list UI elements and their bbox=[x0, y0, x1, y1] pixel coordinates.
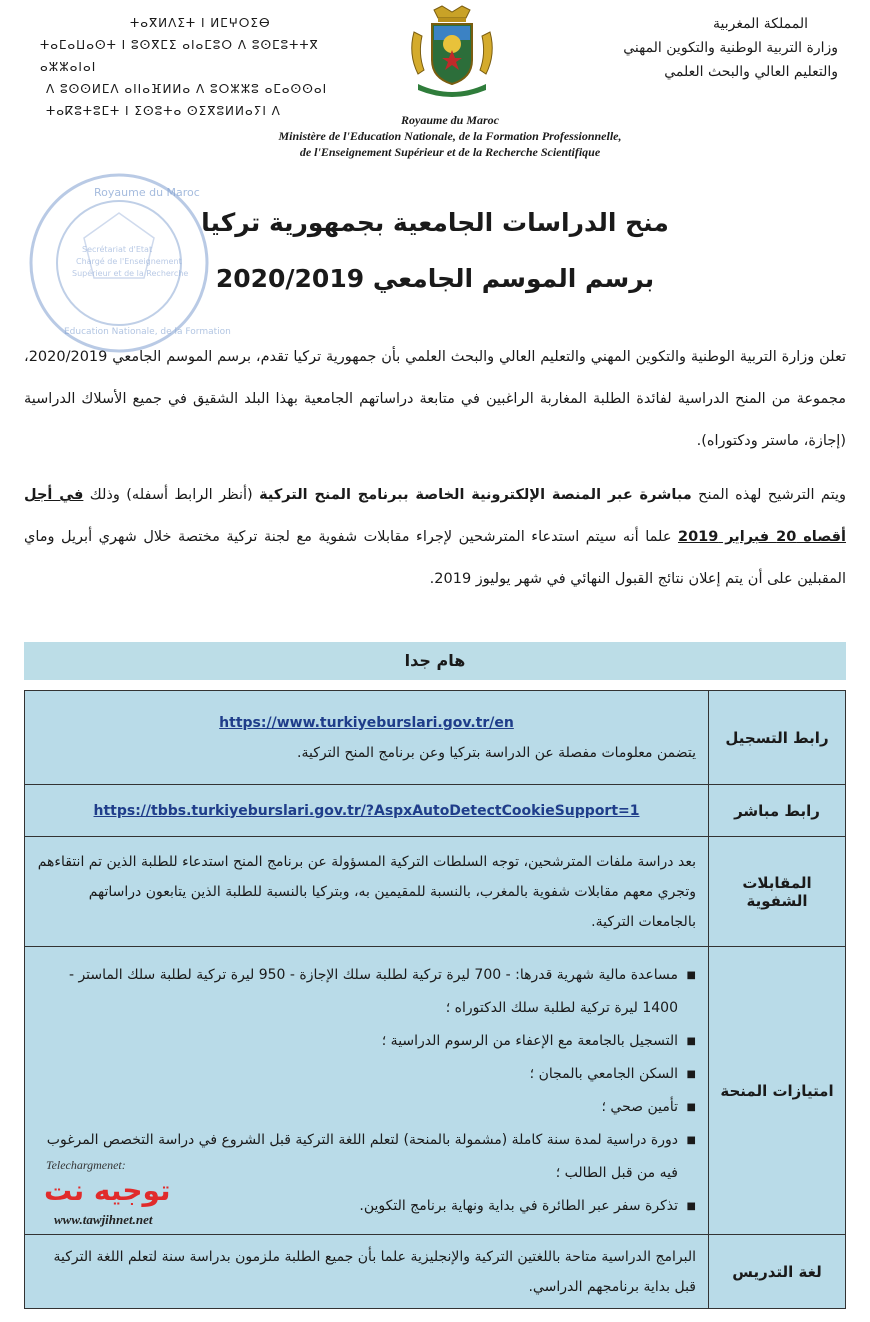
list-item: ■ تأمين صحي ؛ bbox=[37, 1091, 678, 1124]
list-item: ■ التسجيل بالجامعة مع الإعفاء من الرسوم الدراسية ؛ bbox=[37, 1025, 678, 1058]
watermark-logo: توجيه نت bbox=[44, 1174, 171, 1207]
table-row bbox=[25, 785, 846, 837]
header-tifinagh-line: ⵜⴰⴽⵓⵜⵓⵎⵜ ⵏ ⵉⵙⵓⵜⴰ ⵙⵉⴳⵓⵍⵍⴰⵢⵏ ⴷ bbox=[46, 104, 281, 118]
table-row bbox=[25, 691, 846, 785]
row-label: امتيازات المنحة bbox=[709, 947, 846, 1235]
list-item: ■ تذكرة سفر عبر الطائرة في بداية ونهاية برنامج التكوين. bbox=[37, 1190, 678, 1223]
header-arabic-line: وزارة التربية الوطنية والتكوين المهني bbox=[623, 40, 838, 56]
royal-coat-of-arms-icon bbox=[404, 4, 500, 100]
paragraph-text: (أنظر الرابط أسفله) وذلك bbox=[83, 487, 260, 503]
registration-note: يتضمن معلومات مفصلة عن الدراسة بتركيا وعن برنامج المنح التركية. bbox=[297, 744, 696, 761]
header-arabic-line: والتعليم العالي والبحث العلمي bbox=[664, 64, 838, 80]
header-arabic-line: المملكة المغربية bbox=[712, 16, 808, 32]
platform-emphasis: مباشرة عبر المنصة الإلكترونية الخاصة ببرنامج المنح التركية bbox=[259, 487, 692, 503]
paragraph-text: علما أنه سيتم استدعاء المترشحين لإجراء مقابلات شفوية مع لجنة تركية مختصة خلال شهري أبريل وماي المقبلين على أن يتم إعلان نتائج القبول النهائي في شهر يوليوز 2019. bbox=[24, 529, 846, 587]
direct-link-cell bbox=[25, 785, 709, 837]
table-row bbox=[25, 837, 846, 947]
direct-link[interactable]: https://tbbs.turkiyeburslari.gov.tr/?AspxAutoDetectCookieSupport=1 bbox=[93, 802, 640, 819]
intro-paragraph: تعلن وزارة التربية الوطنية والتكوين المهني والتعليم العالي والبحث العلمي بأن جمهورية تركيا تقدم، برسم الموسم الجامعي 2020/2019، مجموعة من المنح الدراسية لفائدة الطلبة المغاربة الراغبين في متابعة دراساتهم الجامعية بهذا البلد الشقيق في جميع الأسلاك الدراسية (إجازة، ماستر ودكتوراه). bbox=[24, 349, 846, 449]
ministry-header-arabic bbox=[558, 12, 838, 84]
row-label: لغة التدريس bbox=[709, 1235, 846, 1309]
ministry-header-french bbox=[230, 112, 670, 160]
row-label: المقابلات الشفوية bbox=[709, 837, 846, 947]
registration-cell bbox=[25, 691, 709, 785]
official-stamp bbox=[24, 168, 231, 358]
registration-link[interactable]: https://www.turkiyeburslari.gov.tr/en bbox=[219, 714, 514, 731]
application-paragraph bbox=[24, 474, 846, 600]
header-french-line: Ministère de l'Education Nationale, de la Formation Professionnelle, bbox=[278, 129, 622, 143]
table-row bbox=[25, 1235, 846, 1309]
paragraph-text: ويتم الترشيح لهذه المنح bbox=[691, 487, 847, 503]
header-tifinagh-line: ⵜⴰⴳⵍⴷⵉⵜ ⵏ ⵍⵎⵖⵔⵉⴱ bbox=[130, 16, 271, 30]
header-tifinagh-line: ⵜⴰⵎⴰⵡⴰⵙⵜ ⵏ ⵓⵙⴳⵎⵉ ⴰⵏⴰⵎⵓⵔ ⴷ ⵓⵙⵎⵓⵜⵜⴳ ⴰⵣⵣⴰⵏⴰⵏ bbox=[40, 38, 319, 74]
header-tifinagh-line: ⴷ ⵓⵙⵙⵍⵎⴷ ⴰⵏⵏⴰⴼⵍⵍⴰ ⴷ ⵓⵔⵣⵣⵓ ⴰⵎⴰⵙⵙⴰⵏ bbox=[46, 82, 328, 96]
svg-text:Royaume du Maroc: Royaume du Maroc bbox=[94, 186, 200, 199]
watermark-url[interactable]: www.tawjihnet.net bbox=[54, 1212, 153, 1227]
svg-text:Chargé de l'Enseignement: Chargé de l'Enseignement bbox=[76, 257, 182, 266]
watermark-label: Telechargmenet: bbox=[46, 1158, 126, 1172]
header-french-line: Royaume du Maroc bbox=[400, 113, 499, 127]
site-watermark bbox=[40, 1158, 210, 1230]
row-label: رابط التسجيل bbox=[709, 691, 846, 785]
svg-text:Supérieur et de la Recherche: Supérieur et de la Recherche bbox=[72, 269, 189, 278]
row-label: رابط مباشر bbox=[709, 785, 846, 837]
language-text: البرامج الدراسية متاحة باللغتين التركية والإنجليزية علما بأن جميع الطلبة ملزمون بدراسة سنة لتعلم اللغة التركية قبل بداية برنامجهم الدراسي. bbox=[25, 1235, 709, 1309]
ministry-header-tifinagh bbox=[40, 12, 340, 122]
deadline-emphasis: في أجل أقصاه 20 فبراير 2019 bbox=[24, 487, 847, 545]
list-item: ■ مساعدة مالية شهرية قدرها: - 700 ليرة تركية لطلبة سلك الإجازة - 950 ليرة تركية لطلبة سلك الماستر - 1400 ليرة تركية لطلبة سلك الدكتوراه ؛ bbox=[37, 959, 678, 1025]
header-french-line: de l'Enseignement Supérieur et de la Recherche Scientifique bbox=[299, 145, 601, 159]
list-item: ■ السكن الجامعي بالمجان ؛ bbox=[37, 1058, 678, 1091]
svg-text:Secrétariat d'Etat: Secrétariat d'Etat bbox=[82, 245, 153, 254]
important-banner: هام جدا bbox=[24, 642, 846, 680]
list-item: ■ دورة دراسية لمدة سنة كاملة (مشمولة بالمنحة) لتعلم اللغة التركية قبل الشروع في دراسة التخصص المرغوب فيه من قبل الطالب ؛ bbox=[37, 1124, 678, 1190]
interviews-text: بعد دراسة ملفات المترشحين، توجه السلطات التركية المسؤولة عن برنامج المنح استدعاء للطلبة الذين تم انتقاءهم وتجري معهم مقابلات شفوية بالمغرب، بالنسبة للمقيمين به، وبتركيا بالنسبة للطلبة الذين يتابعون دراساتهم بالجامعات التركية. bbox=[25, 837, 709, 947]
page-title: منح الدراسات الجامعية بجمهورية تركيا bbox=[201, 208, 669, 237]
page-subtitle: برسم الموسم الجامعي 2020/2019 bbox=[215, 264, 655, 293]
svg-text:Education Nationale, de la For: Education Nationale, de la Formation bbox=[64, 327, 231, 337]
